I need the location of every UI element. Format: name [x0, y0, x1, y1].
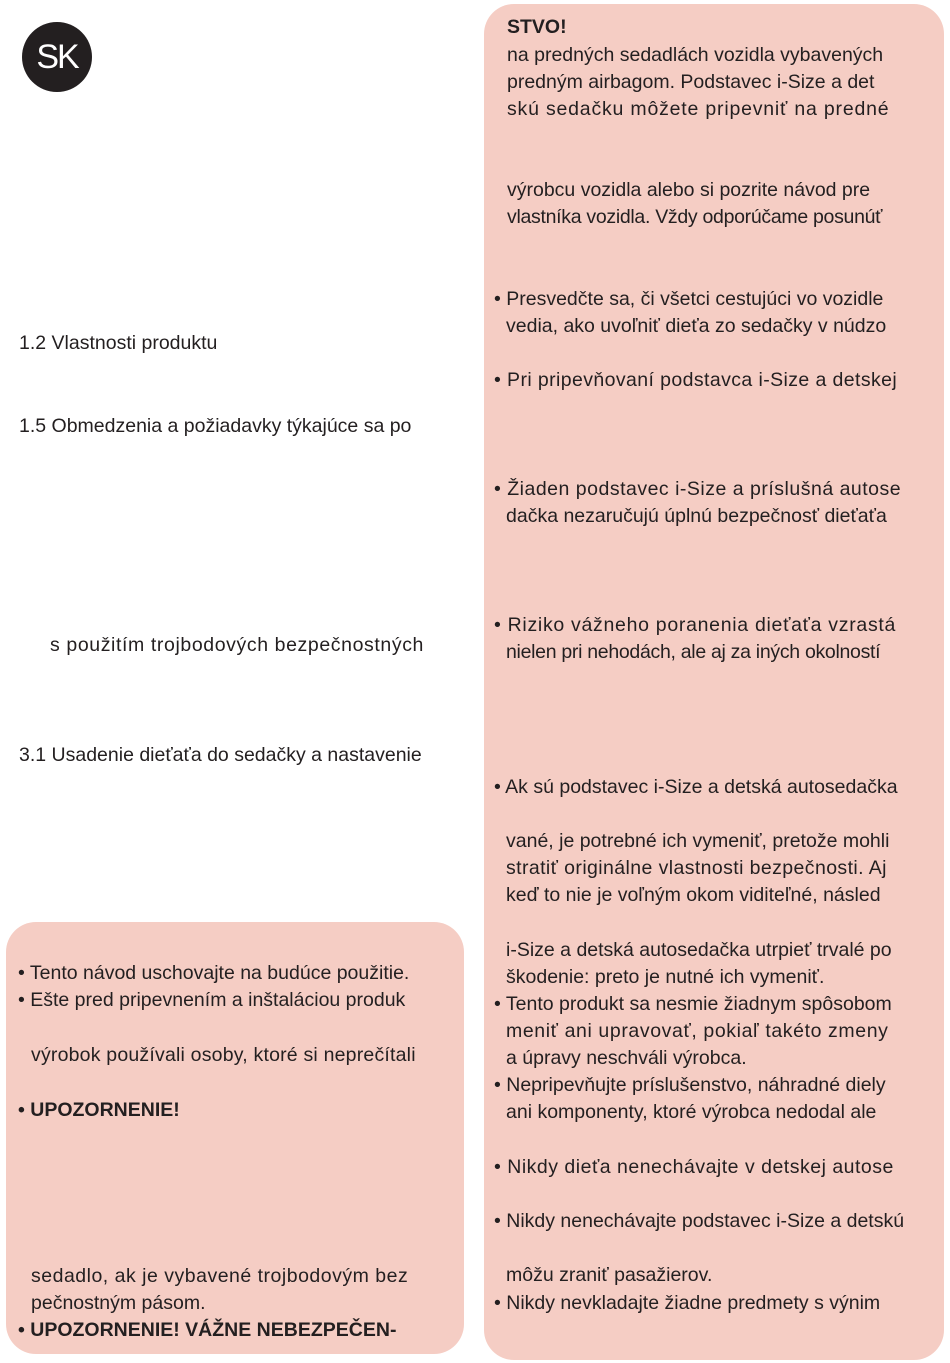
bullet-item: • Presvedčte sa, či všetci cestujúci vo vozidle — [494, 288, 884, 310]
panel-text-line: vané, je potrebné ich vymeniť, pretože mohli — [506, 830, 890, 852]
box-text-line: sedadlo, ak je vybavené trojbodovým bez — [31, 1265, 409, 1287]
panel-text-line: a úpravy neschváli výrobca. — [506, 1047, 747, 1069]
panel-text-line: stratiť originálne vlastnosti bezpečnosti. Aj — [506, 857, 887, 879]
bullet-item: • Žiaden podstavec i-Size a príslušná autose — [494, 478, 902, 500]
panel-text-line: na predných sedadlách vozidla vybavených — [507, 44, 884, 66]
panel-text-line: ani komponenty, ktoré výrobca nedodal ale — [506, 1101, 877, 1123]
panel-text-line: výrobcu vozidla alebo si pozrite návod pre — [507, 179, 871, 201]
panel-text-line: meniť ani upravovať, pokiaľ takéto zmeny — [506, 1020, 889, 1042]
panel-text-line: keď to nie je voľným okom viditeľné, násled — [506, 884, 881, 906]
box-text-line: výrobok používali osoby, ktoré si neprečítali — [31, 1044, 416, 1066]
panel-text-line: i-Size a detská autosedačka utrpieť trvalé po — [506, 939, 892, 961]
bullet-item: • Nepripevňujte príslušenstvo, náhradné diely — [494, 1074, 886, 1096]
bullet-item: • Tento návod uschovajte na budúce použitie. — [18, 962, 410, 984]
warning-label: • UPOZORNENIE! — [18, 1099, 180, 1121]
panel-text-line: predným airbagom. Podstavec i-Size a det — [507, 71, 875, 93]
panel-text-line: vedia, ako uvoľniť dieťa zo sedačky v núdzo — [506, 315, 887, 337]
bullet-item: • Nikdy nevkladajte žiadne predmety s výnim — [494, 1292, 881, 1314]
panel-text-line: dačka nezaručujú úplnú bezpečnosť dieťaťa — [506, 505, 887, 527]
section-heading-3-1: 3.1 Usadenie dieťaťa do sedačky a nastavenie — [19, 744, 422, 766]
box-text-line: pečnostným pásom. — [31, 1292, 206, 1314]
panel-text-line: skú sedačku môžete pripevniť na predné — [507, 98, 890, 120]
bullet-item: • Riziko vážneho poranenia dieťaťa vzrastá — [494, 614, 897, 636]
warning-label-danger: • UPOZORNENIE! VÁŽNE NEBEZPEČEN- — [18, 1319, 397, 1341]
section-heading-1-5: 1.5 Obmedzenia a požiadavky týkajúce sa po — [19, 415, 412, 437]
language-badge: SK — [22, 22, 92, 92]
panel-text-line: nielen pri nehodách, ale aj za iných okolností — [506, 641, 881, 663]
section-heading-1-2: 1.2 Vlastnosti produktu — [19, 332, 218, 354]
panel-text-line: vlastníka vozidla. Vždy odporúčame posunúť — [507, 206, 883, 228]
bullet-item: • Nikdy nenechávajte podstavec i-Size a detskú — [494, 1210, 905, 1232]
warning-heading-fragment: STVO! — [507, 16, 567, 38]
bullet-item: • Tento produkt sa nesmie žiadnym spôsobom — [494, 993, 892, 1015]
bullet-item: • Ak sú podstavec i-Size a detská autosedačka — [494, 776, 898, 798]
bullet-item: • Nikdy dieťa nenechávajte v detskej autose — [494, 1156, 894, 1178]
bullet-item: • Ešte pred pripevnením a inštaláciou produk — [18, 989, 406, 1011]
text-fragment: s použitím trojbodových bezpečnostných — [50, 634, 424, 656]
bullet-item: • Pri pripevňovaní podstavca i-Size a detskej — [494, 369, 898, 391]
panel-text-line: môžu zraniť pasažierov. — [506, 1264, 713, 1286]
panel-text-line: škodenie: preto je nutné ich vymeniť. — [506, 966, 825, 988]
